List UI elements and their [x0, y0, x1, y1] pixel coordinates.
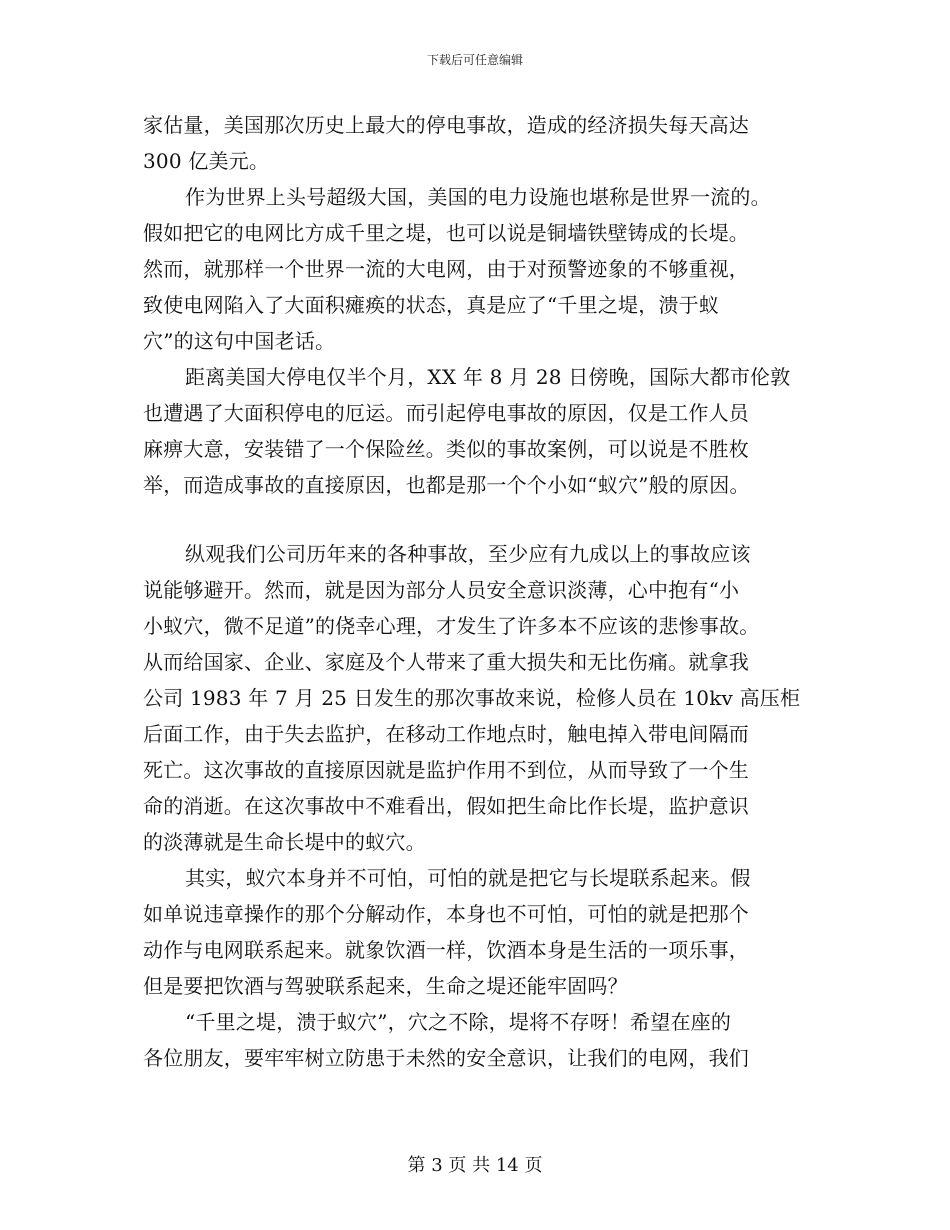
text-line: 致使电网陷入了大面积瘫痪的状态，真是应了“千里之堤，溃于蚁: [143, 293, 720, 317]
paragraph-5: [143, 860, 813, 1004]
text-line: 假如把它的电网比方成千里之堤，也可以说是铜墙铁壁铸成的长堤。: [143, 221, 749, 245]
text-line: 距离美国大停电仅半个月，XX 年 8 月 28 日傍晚，国际大都市伦敦: [185, 365, 791, 389]
text-line: 穴”的这句中国老话。: [143, 329, 336, 353]
document-body: [143, 107, 813, 1076]
text-line: 但是要把饮酒与驾驶联系起来，生命之堤还能牢固吗？: [143, 974, 628, 998]
text-line: 说能够避开。然而，就是因为部分人员安全意识淡薄，心中抱有“小: [143, 578, 740, 602]
paragraph-spacer: [143, 503, 813, 536]
text-line: 纵观我们公司历年来的各种事故，至少应有九成以上的事故应该: [185, 542, 751, 566]
text-line: 举，而造成事故的直接原因，也都是那一个个小如“蚁穴”般的原因。: [143, 473, 750, 497]
paragraph-2: [143, 179, 813, 359]
paragraph-1: [143, 107, 813, 179]
text-line: 然而，就那样一个世界一流的大电网，由于对预警迹象的不够重视，: [143, 257, 749, 281]
text-line: 死亡。这次事故的直接原因就是监护作用不到位，从而导致了一个生: [143, 758, 749, 782]
text-line: 小蚁穴，微不足道”的侥幸心理，才发生了许多本不应该的悲惨事故。: [143, 614, 760, 638]
text-line: 命的消逝。在这次事故中不难看出，假如把生命比作长堤，监护意识: [143, 794, 749, 818]
text-line: 后面工作，由于失去监护，在移动工作地点时，触电掉入带电间隔而: [143, 722, 749, 746]
text-line: 各位朋友，要牢牢树立防患于未然的安全意识，让我们的电网，我们: [143, 1046, 749, 1070]
text-line: 也遭遇了大面积停电的厄运。而引起停电事故的原因，仅是工作人员: [143, 401, 749, 425]
text-line: 的淡薄就是生命长堤中的蚁穴。: [143, 830, 426, 854]
text-line: 家估量，美国那次历史上最大的停电事故，造成的经济损失每天高达: [143, 113, 749, 137]
text-line: 麻痹大意，安装错了一个保险丝。类似的事故案例，可以说是不胜枚: [143, 437, 749, 461]
text-line: 动作与电网联系起来。就象饮酒一样，饮酒本身是生活的一项乐事，: [143, 938, 749, 962]
paragraph-6: [143, 1004, 813, 1076]
text-line: “千里之堤，溃于蚁穴”，穴之不除，堤将不存呀！希望在座的: [185, 1010, 732, 1034]
page-header: 下载后可任意编辑: [426, 53, 523, 67]
page-number-footer: 第 3 页 共 14 页: [407, 1155, 543, 1176]
text-line: 作为世界上头号超级大国，美国的电力设施也堪称是世界一流的。: [185, 185, 771, 209]
paragraph-3: [143, 359, 813, 503]
paragraph-4: [143, 536, 813, 860]
text-line: 公司 1983 年 7 月 25 日发生的那次事故来说，检修人员在 10kv 高压柜: [143, 686, 801, 710]
text-line: 300 亿美元。: [143, 149, 270, 173]
text-line: 从而给国家、企业、家庭及个人带来了重大损失和无比伤痛。就拿我: [143, 650, 749, 674]
text-line: 如单说违章操作的那个分解动作，本身也不可怕，可怕的就是把那个: [143, 902, 749, 926]
text-line: 其实，蚁穴本身并不可怕，可怕的就是把它与长堤联系起来。假: [185, 866, 751, 890]
